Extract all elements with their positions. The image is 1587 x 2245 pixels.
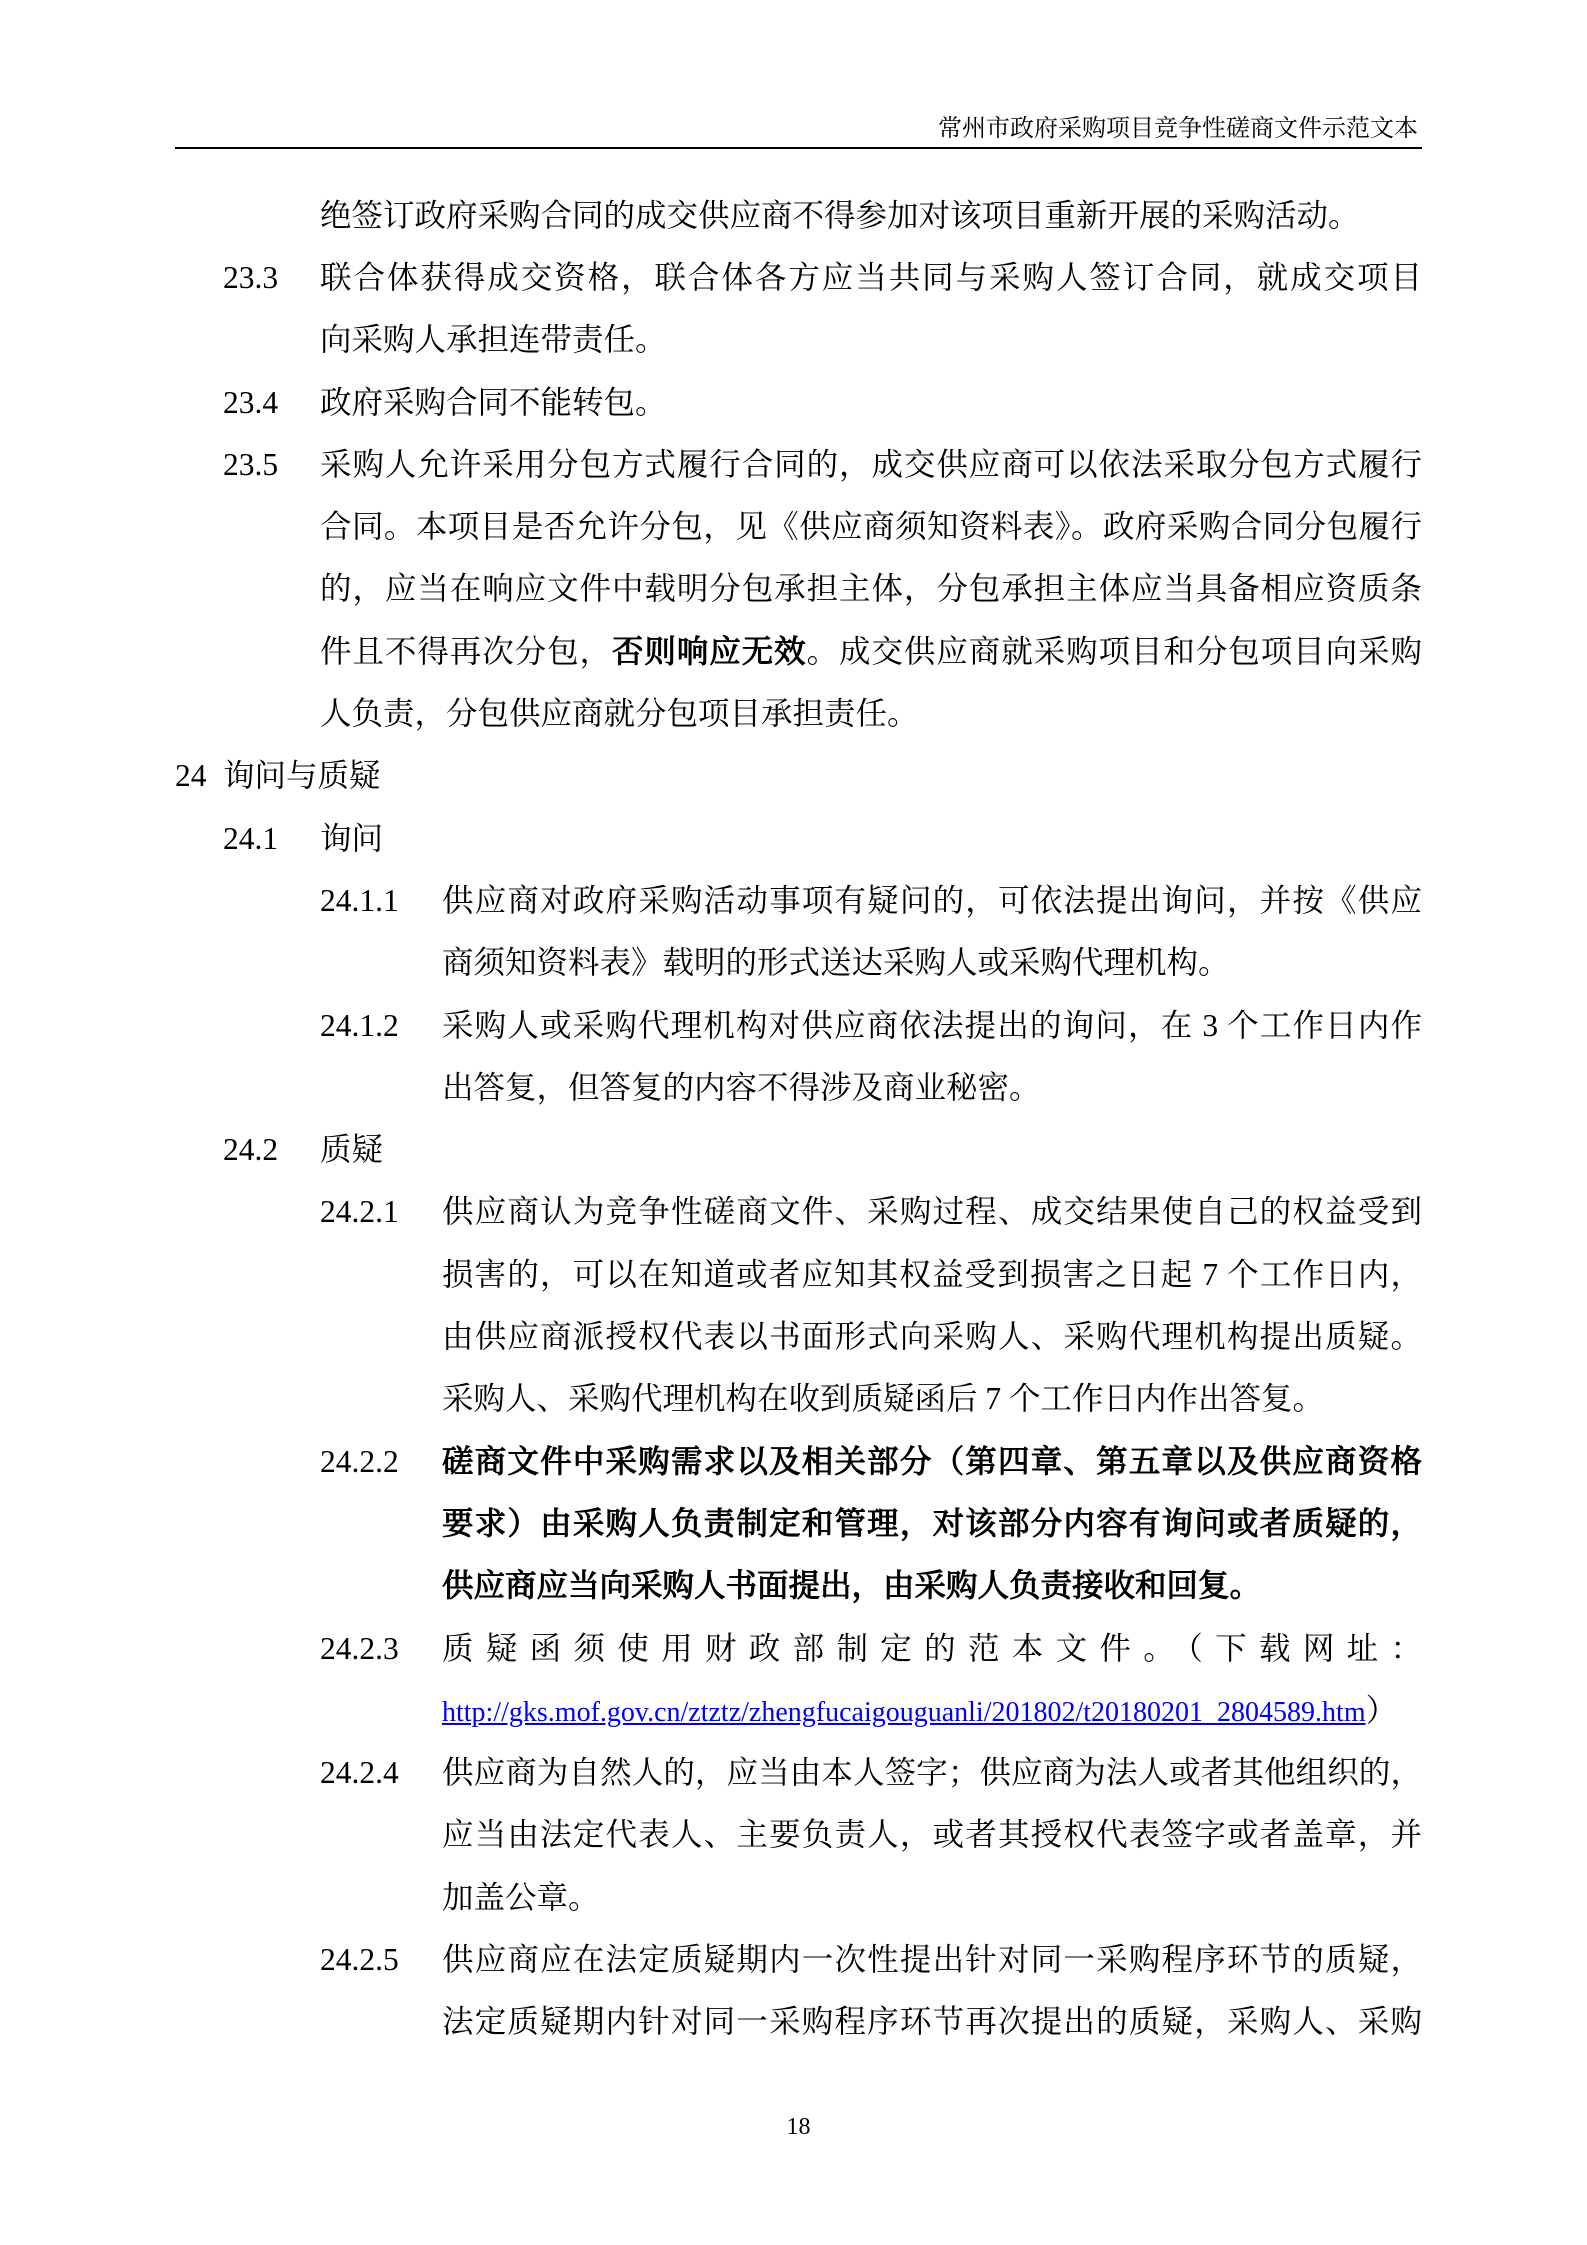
clause-text: 加盖公章。 [442, 1879, 600, 1915]
clause-text: 应当由法定代表人、主要负责人，或者其授权代表签字或者盖章，并 [442, 1817, 1422, 1853]
subsection-title: 询问 [320, 820, 384, 856]
subsection-24-1 [0, 808, 1587, 1119]
clause-text: 的，应当在响应文件中载明分包承担主体，分包承担主体应当具备相应资质条 [320, 571, 1422, 607]
text-line [0, 1867, 1587, 1929]
section-title: 询问与质疑 [223, 758, 381, 794]
clause-23-5 [0, 434, 1587, 745]
clause-24-2-1 [0, 1181, 1587, 1430]
clause-text: 质疑函须使用财政部制定的范本文件。（下载网址： [442, 1630, 1422, 1666]
clause-text: 要求）由采购人负责制定和管理，对该部分内容有询问或者质疑的， [442, 1505, 1422, 1541]
subsection-title: 质疑 [320, 1132, 384, 1168]
clause-number: 24.2.2 [320, 1443, 399, 1479]
clause-text-segment: 。成交供应商就采购项目和分包项目向采购 [806, 633, 1422, 669]
subsection-number: 24.2 [223, 1132, 279, 1168]
text-line [0, 932, 1587, 994]
clause-text-segment: 件且不得再次分包， [320, 633, 612, 669]
clause-24-2-4 [0, 1742, 1587, 1929]
clause-24-1-1 [0, 870, 1587, 995]
text-line [0, 247, 1587, 309]
closing-parenthesis: ） [1365, 1692, 1398, 1728]
text-line [0, 1431, 1587, 1493]
clause-number: 24.1.2 [320, 1007, 399, 1043]
clause-text: 出答复，但答复的内容不得涉及商业秘密。 [442, 1069, 1041, 1105]
header-rule [175, 147, 1422, 149]
clause-number: 23.5 [223, 446, 279, 482]
clause-number: 24.2.1 [320, 1194, 399, 1230]
clause-text: 供应商应在法定质疑期内一次性提出针对同一采购程序环节的质疑， [442, 1942, 1422, 1977]
clause-24-1-2 [0, 995, 1587, 1120]
link-line [442, 1680, 1397, 1744]
section-24 [0, 745, 1587, 2053]
page-body [0, 185, 1587, 2054]
clause-24-2-2 [0, 1431, 1587, 1618]
running-header-title: 常州市政府采购项目竞争性磋商文件示范文本 [938, 116, 1418, 142]
subsection-number: 24.1 [223, 820, 279, 856]
text-line [0, 1742, 1587, 1804]
clause-number: 24.2.3 [320, 1630, 399, 1666]
text-line [0, 1306, 1587, 1368]
text-line [0, 1804, 1587, 1866]
text-line [0, 309, 1587, 371]
paragraph-text: 绝签订政府采购合同的成交供应商不得参加对该项目重新开展的采购活动。 [320, 197, 1360, 233]
clause-text [320, 621, 1422, 683]
subsection-heading [0, 808, 1587, 870]
clause-23-4 [0, 372, 1587, 434]
section-number: 24 [175, 758, 207, 794]
clause-text: 损害的，可以在知道或者应知其权益受到损害之日起 7 个工作日内， [442, 1256, 1422, 1292]
text-line [0, 870, 1587, 932]
clause-text: 供应商应当向采购人书面提出，由采购人负责接收和回复。 [442, 1568, 1262, 1604]
emphasis-text: 否则响应无效 [611, 633, 807, 669]
clause-text: 商须知资料表》载明的形式送达采购人或采购代理机构。 [442, 945, 1230, 981]
continued-paragraph [0, 185, 1587, 247]
text-line [0, 496, 1587, 558]
text-line [0, 1181, 1587, 1243]
clause-text: 供应商对政府采购活动事项有疑问的，可依法提出询问，并按《供应 [442, 882, 1422, 918]
text-line [0, 558, 1587, 620]
clause-text: 供应商认为竞争性磋商文件、采购过程、成交结果使自己的权益受到 [442, 1194, 1422, 1230]
clause-number: 24.2.4 [320, 1755, 399, 1791]
clause-text: 采购人或采购代理机构对供应商依法提出的询问，在 3 个工作日内作 [442, 1007, 1422, 1043]
text-line [0, 185, 1587, 247]
clause-text: 采购人允许采用分包方式履行合同的，成交供应商可以依法采取分包方式履行 [320, 446, 1422, 482]
clause-text: 联合体获得成交资格，联合体各方应当共同与采购人签订合同，就成交项目 [320, 259, 1422, 295]
clause-number: 23.3 [223, 259, 279, 295]
clause-text: 法定质疑期内针对同一采购程序环节再次提出的质疑，采购人、采购 [442, 2004, 1422, 2040]
subsection-heading [0, 1119, 1587, 1181]
section-heading [0, 745, 1587, 807]
text-line [0, 1680, 1587, 1742]
clause-text: 供应商为自然人的，应当由本人签字；供应商为法人或者其他组织的， [442, 1755, 1422, 1791]
clause-text: 合同。本项目是否允许分包，见《供应商须知资料表》。政府采购合同分包履行 [320, 509, 1422, 545]
text-line [0, 1493, 1587, 1555]
text-line [0, 1555, 1587, 1617]
text-line [0, 1244, 1587, 1306]
clause-text: 向采购人承担连带责任。 [320, 322, 667, 358]
text-line [0, 1991, 1587, 2053]
text-line [0, 434, 1587, 496]
text-line [0, 1929, 1587, 1991]
clause-number: 24.2.5 [320, 1942, 399, 1977]
subsection-24-2 [0, 1119, 1587, 2053]
text-line [0, 995, 1587, 1057]
clause-number: 24.1.1 [320, 882, 399, 918]
clause-23-3 [0, 247, 1587, 372]
clause-text: 磋商文件中采购需求以及相关部分（第四章、第五章以及供应商资格 [442, 1443, 1422, 1479]
clause-text: 人负责，分包供应商就分包项目承担责任。 [320, 696, 919, 732]
clause-24-2-5 [0, 1929, 1587, 2054]
download-url-link[interactable]: http://gks.mof.gov.cn/ztztz/zhengfucaigouguanli/201802/t20180201_2804589.htm [442, 1696, 1366, 1728]
page-number: 18 [786, 2114, 811, 2140]
text-line [0, 1368, 1587, 1430]
clause-text: 由供应商派授权代表以书面形式向采购人、采购代理机构提出质疑。 [442, 1319, 1422, 1355]
clause-text: 采购人、采购代理机构在收到质疑函后 7 个工作日内作出答复。 [442, 1381, 1325, 1417]
text-line [0, 621, 1587, 683]
text-line [0, 683, 1587, 745]
clause-24-2-3 [0, 1618, 1587, 1743]
text-line [0, 1618, 1587, 1680]
text-line [0, 1057, 1587, 1119]
clause-text: 政府采购合同不能转包。 [320, 384, 667, 420]
clause-number: 23.4 [223, 384, 279, 420]
text-line [0, 372, 1587, 434]
